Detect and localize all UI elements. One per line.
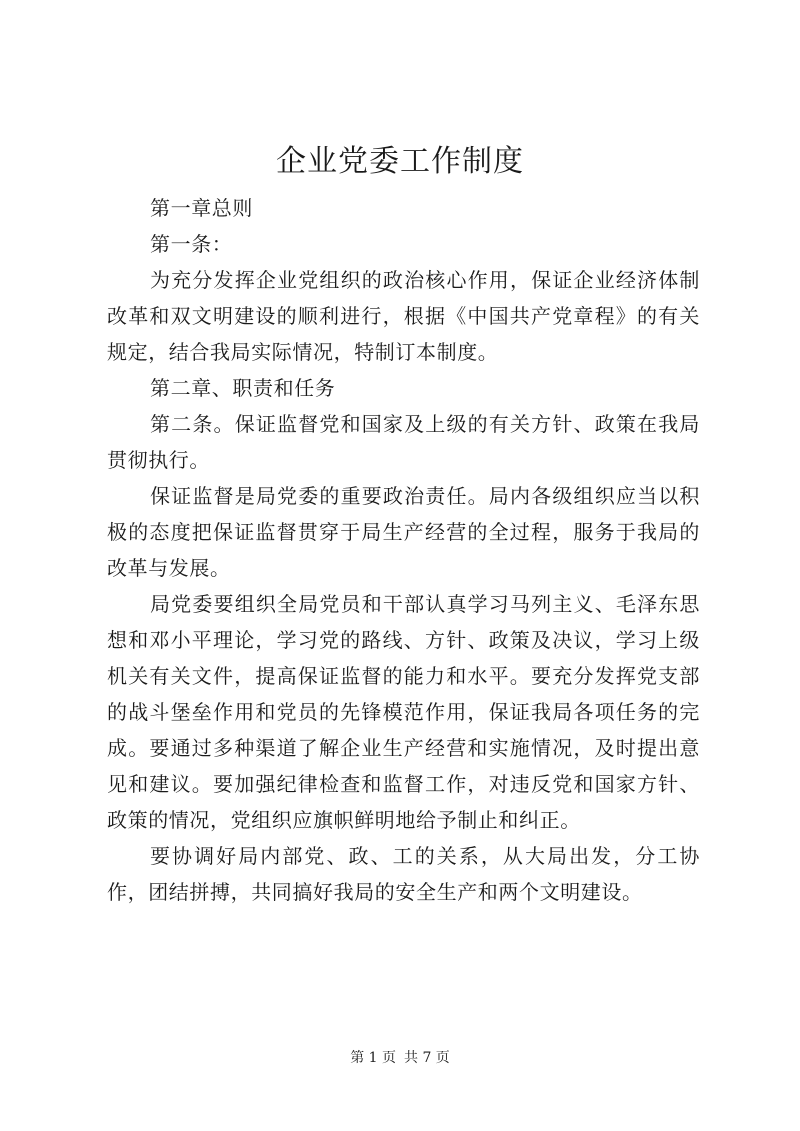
page-number: 第 1 页 xyxy=(350,1050,396,1066)
chapter-heading: 第二章、职责和任务 xyxy=(150,376,336,400)
document-body xyxy=(107,190,700,910)
chapter-heading: 第一章总则 xyxy=(150,196,253,220)
body-paragraph: 第二条。保证监督党和国家及上级的有关方针、政策在我局贯彻执行。 xyxy=(107,412,700,472)
body-paragraph: 为充分发挥企业党组织的政治核心作用，保证企业经济体制改革和双文明建设的顺利进行，根据《中国共产党章程》的有关规定，结合我局实际情况，特制订本制度。 xyxy=(107,268,700,364)
page-footer xyxy=(0,1048,800,1068)
article-heading: 第一条： xyxy=(150,232,233,256)
body-paragraph: 局党委要组织全局党员和干部认真学习马列主义、毛泽东思想和邓小平理论，学习党的路线、方针、政策及决议，学习上级机关有关文件，提高保证监督的能力和水平。要充分发挥党支部的战斗堡垒作用和党员的先锋模范作用，保证我局各项任务的完成。要通过多种渠道了解企业生产经营和实施情况，及时提出意见和建议。要加强纪律检查和监督工作，对违反党和国家方针、政策的情况，党组织应旗帜鲜明地给予制止和纠正。 xyxy=(107,592,700,832)
page-total: 共 7 页 xyxy=(404,1050,450,1066)
body-paragraph: 要协调好局内部党、政、工的关系，从大局出发，分工协作，团结拼搏，共同搞好我局的安全生产和两个文明建设。 xyxy=(107,844,700,904)
body-paragraph: 保证监督是局党委的重要政治责任。局内各级组织应当以积极的态度把保证监督贯穿于局生产经营的全过程，服务于我局的改革与发展。 xyxy=(107,484,700,580)
document-title: 企业党委工作制度 xyxy=(276,144,524,179)
